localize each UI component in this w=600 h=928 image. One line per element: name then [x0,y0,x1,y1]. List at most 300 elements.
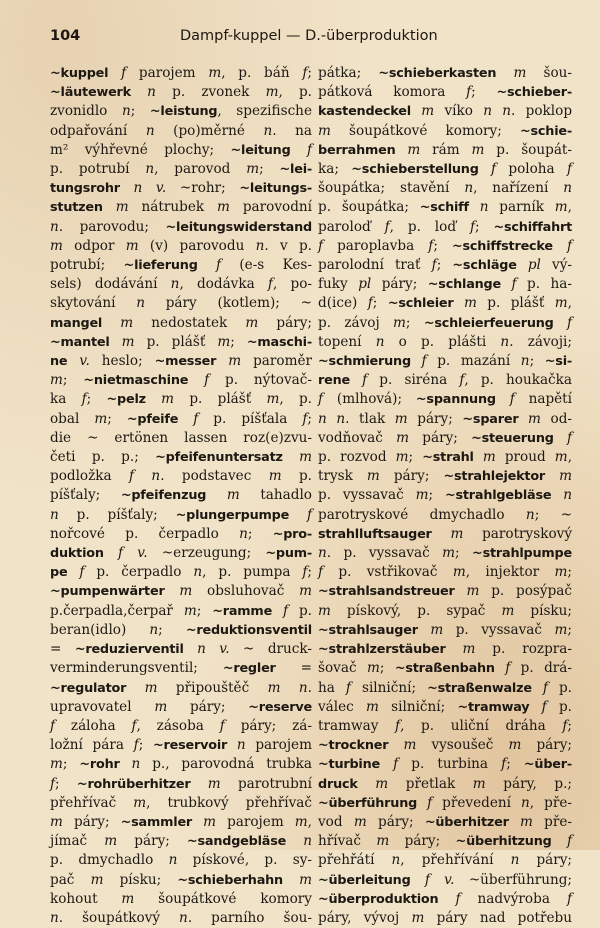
entry-text [388,737,403,753]
entry-text [417,795,427,811]
entry-line [50,83,312,102]
entry-text [286,833,303,849]
grammar-label: m [395,449,409,466]
entry-line [50,102,312,121]
entry-text: , [567,449,573,466]
entry-line [318,179,572,198]
entry-line [50,640,312,659]
grammar-label: m [472,775,486,792]
grammar-label: n [170,276,180,293]
headword: ~schmierung [318,354,411,370]
entry-text: = [275,660,313,677]
grammar-label: m [559,468,572,485]
entry-text [103,199,116,215]
headword: ~reserve [248,699,312,715]
entry-text: vod [318,813,354,830]
entry-line [318,659,572,678]
entry-text [380,756,393,772]
entry-text: parojem [245,737,312,754]
entry-text: ; [259,161,280,178]
headword: druck [318,776,358,792]
entry-line [50,448,312,467]
entry-text: podložka [50,468,129,485]
headword: ~strahlgebläse [444,488,552,504]
entry-line [318,813,572,832]
headword: ~reduzierventil [74,642,184,658]
grammar-label: f [362,372,368,389]
entry-text: tahadlo [239,487,312,504]
entry-text: m² výhřevné plochy; [50,141,231,158]
entry-line [50,314,312,333]
entry-text: páry, p.; [485,775,572,792]
entry-text: nadvýroba [460,890,567,907]
headword: ~überproduktion [318,891,439,907]
grammar-label: f [50,717,56,734]
entry-text: sels) dodávání [50,276,171,293]
headword: ~spannung [415,392,496,408]
entry-text: potrubí; [50,257,124,274]
entry-text: ; [62,756,80,773]
entry-text: ; [379,660,395,677]
entry-text: vysoušeč [416,737,509,754]
entry-text: ; [436,257,453,274]
headword: ~sandgebläse [186,834,287,850]
grammar-label: f [459,372,465,389]
entry-text: p. šoupátka; [318,199,420,216]
entry-text [438,891,455,907]
headword: ~regulator [50,680,127,696]
grammar-label: m [94,410,108,427]
grammar-label: f [318,564,324,581]
grammar-label: m [133,794,147,811]
entry-text: upravovatel [50,698,155,715]
grammar-label: m [318,602,331,619]
headword: ~schieberkasten [378,66,497,81]
entry-text [165,583,180,599]
grammar-label: m [267,679,281,696]
entry-line [50,256,312,275]
entry-text: ha [318,679,346,696]
entry-text: . p. vyssavač [326,545,443,562]
entry-text: p. čerpadlo [84,564,194,581]
entry-text: páry; [407,410,463,427]
headword: ~schleierfeuerung [423,315,554,331]
entry-text: ; [138,737,153,754]
entry-line [50,775,312,794]
entry-text: paroměr [241,353,313,370]
entry-text: parotrubní [220,775,312,792]
entry-text: jímač [50,833,105,850]
grammar-label: n [149,621,159,638]
entry-line [318,775,572,794]
entry-text: d(ice) [318,295,368,312]
entry-line [50,429,312,448]
grammar-label: f [318,237,324,254]
entry-line [50,582,312,601]
grammar-label: n [50,218,59,235]
entry-text: (po)měrné [154,122,264,139]
headword: ~mantel [50,334,110,350]
entry-text: páry; [379,468,444,485]
entry-line [50,544,312,563]
headword: ~lieferung [123,258,198,274]
grammar-label: n [521,794,530,811]
entry-text: p. mazání [426,353,521,370]
headword: ~pum- [265,546,312,562]
entry-text: ; [567,564,572,581]
headword: stutzen [50,200,103,216]
grammar-label: m [393,314,406,331]
grammar-label: m [554,295,568,312]
entry-text [553,238,567,254]
grammar-label: m [226,487,240,504]
grammar-label: f [509,391,515,408]
entry-text: obsluhovač [192,583,300,600]
entry-text: ; [130,103,150,120]
entry-line [318,851,572,870]
entry-text [552,833,567,849]
headword: tungsrohr [50,181,120,197]
entry-text: šovač [318,660,367,677]
entry-text: od- [540,410,572,427]
entry-line [318,141,572,160]
entry-text: silniční; [350,679,428,696]
entry-text: , p. uliční dráha [400,717,563,734]
entry-text: parolodní trať [318,257,432,274]
entry-text: parojem [216,813,295,830]
entry-text: (v) parovodu [138,237,256,254]
entry-text: píšťaly; [50,487,121,504]
entry-line [318,717,572,736]
grammar-label: f [282,602,289,619]
entry-text: heslo; [89,353,155,370]
entry-line [50,275,312,294]
entry-text: p. vyssavač [318,487,416,504]
grammar-label: m [144,679,158,696]
entry-text: písku; [103,871,178,888]
grammar-label: f [427,794,433,811]
grammar-label: f [50,775,56,792]
entry-line [318,314,572,333]
entry-line [318,525,572,544]
grammar-label: m [528,410,541,427]
entry-text: p. píšťala [198,410,303,427]
entry-text: parník [488,199,555,216]
entry-line [50,602,312,621]
entry-text: přehřívač [50,794,134,811]
entry-text: ; [196,602,213,619]
grammar-label: n [464,180,474,197]
grammar-label: m [50,813,63,830]
entry-line [318,198,572,217]
entry-text: páry, vývoj [318,909,412,926]
entry-text: , po- [272,276,312,293]
headword: ~überhitzer [424,814,509,830]
grammar-label: m [554,449,568,466]
grammar-label: f [431,257,437,274]
headword: ~strahlsandstreuer [318,584,455,600]
headword: ~pro- [272,526,312,542]
headword: ~regler [222,661,276,677]
entry-text: p.čerpadla,čerpař [50,602,184,619]
grammar-label: m [299,583,312,600]
entry-text [350,372,362,388]
entry-text: odpor [62,237,126,254]
entry-text: , přehřívání [400,852,511,869]
grammar-label: m [554,621,568,638]
entry-text: skytování [50,295,137,312]
grammar-label: n [255,237,265,254]
entry-text: parotryskové dmychadlo [318,506,526,523]
entry-text: (e-s Kes- [221,257,312,274]
entry-text: ~überführung; [454,871,572,888]
entry-text: , [567,295,572,312]
entry-text [206,487,227,503]
grammar-label: f [121,65,127,81]
entry-text: pátka; [318,65,379,81]
entry-text: záloha [55,717,132,734]
entry-line [50,294,312,313]
grammar-label: m [415,487,429,504]
entry-text: kohout [50,890,122,907]
entry-text [283,449,299,465]
grammar-label: n [147,84,156,101]
headword: ~überführung [318,795,418,811]
entry-text [120,180,134,196]
entry-text [479,161,491,177]
entry-text: poloha [496,161,567,178]
entry-text [198,257,216,273]
grammar-label: n [50,909,59,926]
grammar-label: n [520,353,530,370]
headword: ~maschi- [246,334,312,350]
grammar-label: m [266,391,280,408]
entry-line [318,333,572,352]
headword: ~reservoir [152,738,228,754]
headword: ~rohrüberhitzer [76,776,191,792]
grammar-label: f [204,372,210,389]
entry-text: p. dmychadlo [50,852,169,869]
grammar-label: f [566,890,572,907]
grammar-label: f [566,161,573,178]
entry-text: páry; [519,852,573,869]
entry-text: páry nad potřebu [424,909,572,926]
entry-line [318,621,572,640]
grammar-label: m [403,737,417,754]
headword: ~steuerung [471,430,554,446]
grammar-label: n [263,122,273,139]
headword: ~straßenwalze [427,680,532,696]
headword: ~plungerpumpe [175,507,290,523]
entry-text [146,391,161,407]
entry-line [318,582,572,601]
grammar-label: f [505,660,511,677]
entry-text: , p. pumpa [202,564,303,581]
grammar-label: n [145,122,155,139]
entry-line [318,602,572,621]
grammar-label: n [502,103,512,120]
entry-text: . tlak [345,410,395,427]
entry-text: pískový, p. sypač [330,602,502,619]
entry-text: vý- [540,257,572,274]
entry-line [318,102,572,121]
grammar-label: m [353,813,367,830]
entry-text: parovodní [229,199,312,216]
entry-line [50,122,312,141]
entry-text: proud [495,449,555,466]
entry-text [411,103,421,119]
entry-line [50,717,312,736]
entry-line [318,563,572,582]
entry-line [50,659,312,678]
entry-text: ; [567,717,572,734]
entry-line [50,909,312,928]
headword: ~pelz [106,392,146,408]
grammar-label: m [268,468,282,485]
entry-text: . poklop [511,103,573,120]
entry-text: ; ~ [534,506,572,523]
grammar-label: pl [527,257,541,274]
grammar-label: m [50,237,63,254]
entry-text: ; [55,775,77,792]
entry-line [50,755,312,774]
entry-line [318,486,572,505]
grammar-label: f [562,717,568,734]
headword: ~schieber- [496,85,572,101]
entry-line [318,410,572,429]
entry-text: ; [307,564,313,581]
grammar-label: f [216,257,222,274]
entry-text [518,411,528,427]
grammar-label: f [302,410,308,427]
headword: ~schieberhahn [177,872,283,888]
grammar-label: m [366,698,379,715]
entry-text: ; [408,449,423,466]
headword: ~tramway [457,699,530,715]
entry-line [50,506,312,525]
entry-text [289,507,307,523]
entry-text: páry; [409,429,472,446]
entry-line [50,141,312,160]
entry-text: p. vyssavač [443,621,555,638]
grammar-label: f [131,717,137,734]
grammar-label: f v. [117,545,148,562]
grammar-label: m [245,314,259,331]
entry-line [50,198,312,217]
headword: ~strahlpumpe [472,546,572,562]
entry-line [318,736,572,755]
grammar-label: n [298,679,308,696]
entry-text [517,257,528,273]
entry-text: paroplavba [323,237,429,254]
entry-text [551,487,563,503]
grammar-label: f [542,679,548,696]
entry-line [50,621,312,640]
grammar-label: v. [79,353,90,370]
entry-text [554,430,567,446]
entry-text: ; [247,525,273,542]
entry-text: , [307,813,312,830]
entry-line [318,832,572,851]
grammar-label: m [513,65,527,81]
entry-text: verminderungsventil; [50,660,223,677]
entry-text: ; [307,410,313,427]
grammar-label: m [115,199,129,216]
entry-text: nátrubek [128,199,218,216]
entry-line [50,179,312,198]
entry-text: paroloď [318,218,385,235]
headword: ~pfeife [126,411,179,427]
headword: ~strahl [422,450,474,466]
grammar-label: m [318,122,331,139]
entry-line [50,698,312,717]
grammar-label: m [299,871,312,888]
entry-line [318,544,572,563]
entry-text: p. rozpra- [475,641,572,658]
entry-text [216,353,228,369]
entry-text: napětí [514,391,572,408]
entry-text: ; [230,333,247,350]
entry-text: , nařízení [473,180,564,197]
entry-line [50,218,312,237]
grammar-label: n v. [197,641,230,658]
entry-text [281,680,299,696]
grammar-label: f [79,564,85,581]
headword: ~schieberstellung [351,162,479,178]
entry-text: páry; [366,813,425,830]
grammar-label: m [179,583,193,600]
entry-line [318,467,572,486]
grammar-label: m [396,429,410,446]
entry-text: p., parovodná trubka [140,756,313,773]
page-header [50,24,560,48]
entry-line [318,371,572,390]
entry-line [50,525,312,544]
grammar-label: m [508,737,522,754]
grammar-label: m [246,161,260,178]
entry-text: p. šoupát- [484,141,572,158]
entry-line [50,352,312,371]
entry-text [178,411,193,427]
entry-text: . [307,679,312,696]
grammar-label: n [391,852,401,869]
entry-text: páry; [258,314,312,331]
entry-line [318,64,572,83]
entry-text: písku; [514,602,572,619]
entry-text: ; [428,487,445,504]
grammar-label: m [452,564,466,581]
entry-text: p. posýpač [479,583,572,600]
entry-text: páry; zá- [224,717,312,734]
entry-text [474,449,483,465]
grammar-label: m [471,141,485,158]
entry-text: hřívač [318,833,377,850]
entry-text: ; [372,295,388,312]
entry-text: obal [50,410,95,427]
grammar-label: m [154,698,168,715]
headword: duktion [50,546,104,562]
entry-text: , p. loď [389,218,470,235]
grammar-label: m [554,199,568,216]
grammar-label: n v. [133,180,167,197]
grammar-label: m [501,602,515,619]
headword: ~schie- [519,123,572,139]
grammar-label: f [566,314,572,331]
entry-text: , [567,199,572,216]
entry-text [67,564,79,580]
entry-text [102,315,120,331]
entry-text: p. [547,679,572,696]
